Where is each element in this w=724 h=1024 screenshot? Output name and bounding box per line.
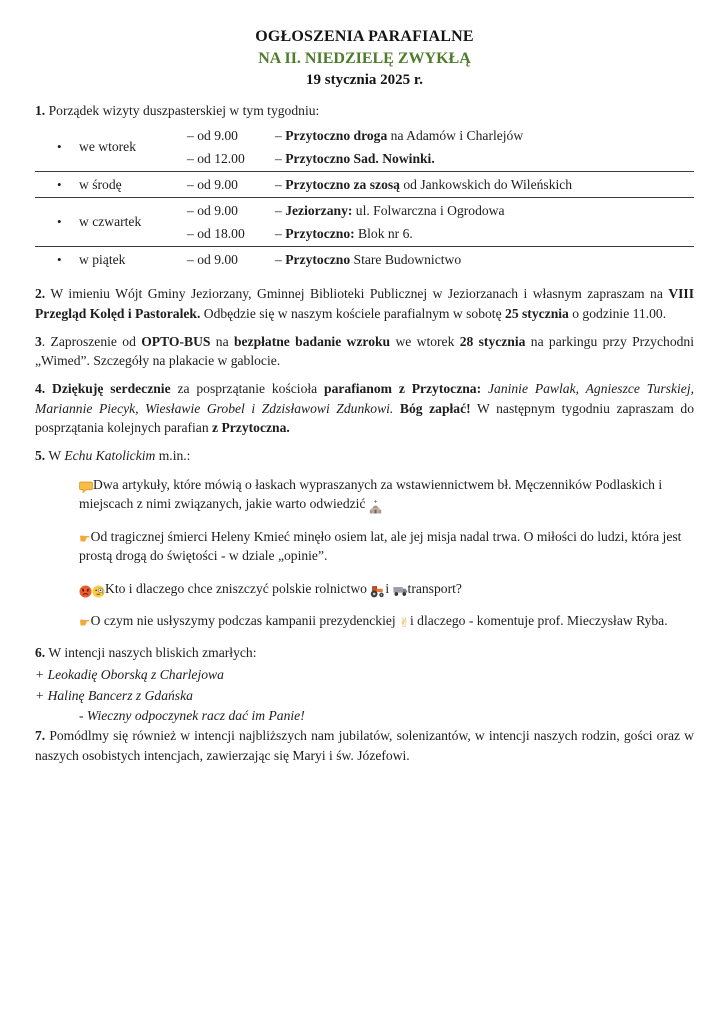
bullet-point: • — [57, 139, 62, 155]
schedule-time: – od 9.00 — [187, 176, 238, 192]
text-run: Stare Budownictwo — [350, 251, 462, 267]
text-run: Pomódlmy się również w intencji najbliższych nam jubilatów, solenizantów, w intencji naszych rodzin, gości oraz w naszych osobistych intencjach, zawierzając się Maryi i św. Józefowi. — [35, 728, 694, 763]
schedule-line — [187, 199, 694, 222]
text-run: Dwa artykuły, które mówią o łaskach wypraszanych za wstawiennictwem bł. Męczenników Podlaskich i miejscach z nimi związanych, jakie warto odwiedzić — [79, 476, 663, 512]
text-run: W następnym tygodniu zapraszam do posprzątania kolejnych parafian — [35, 400, 694, 436]
text-run: O czym nie usłyszymy podczas kampanii prezydenckiej — [90, 612, 400, 628]
monocle-face-icon — [92, 584, 105, 598]
truck-icon — [393, 584, 408, 598]
schedule-line — [187, 124, 694, 147]
schedule-day-cell — [35, 199, 187, 245]
text-run: Porządek wizyty duszpasterskiej w tym tygodniu: — [45, 103, 320, 118]
text-run: + Leokadię Oborską z Charlejowa — [35, 667, 224, 683]
text-run: Janinie Pawlak, Agnieszce Turskiej, Mariannie Piecyk, Wiesławie Grobel i Zdzisławowi Zdunkowi. — [35, 381, 694, 416]
text-run: W imieniu Wójt Gminy Jeziorzany, Gminnej Biblioteki Publicznej w Jeziorzanach i własnym zapraszam na — [45, 286, 669, 302]
page-subtitle: NA II. NIEDZIELĘ ZWYKŁĄ — [258, 50, 471, 67]
text-run — [481, 381, 488, 396]
text-run: W — [45, 448, 65, 464]
visit-schedule-table — [35, 123, 694, 272]
item-3-opto-bus — [35, 332, 694, 371]
text-run: 1. — [35, 103, 46, 118]
text-run: – — [275, 202, 286, 218]
speech-balloon-icon — [79, 480, 93, 494]
text-run: i dlaczego - komentuje prof. Mieczysław Ryba. — [409, 612, 668, 628]
schedule-day-label: w czwartek — [79, 214, 142, 230]
text-run: Przytoczno za szosą — [285, 176, 400, 192]
text-run: 3 — [35, 333, 42, 349]
schedule-lines — [187, 173, 694, 196]
schedule-time: – od 12.00 — [187, 150, 245, 166]
text-run: i — [385, 580, 393, 596]
text-run: 28 stycznia — [459, 333, 526, 349]
schedule-day-label: w piątek — [79, 251, 126, 267]
item-5-echo-heading — [35, 446, 694, 465]
text-run: za posprzątanie kościoła — [170, 381, 325, 397]
schedule-lines — [187, 248, 694, 271]
text-run: na — [210, 333, 234, 349]
schedule-row — [35, 197, 694, 246]
item-4-podziekowania — [35, 379, 694, 437]
text-run: Przytoczno droga — [285, 127, 388, 143]
schedule-time: – od 9.00 — [187, 127, 238, 143]
text-run: . Zaproszenie od — [41, 333, 142, 349]
document-body — [35, 101, 694, 765]
text-run: Od tragicznej śmierci Heleny Kmieć minęło osiem lat, ale jej misja nadal trwa. O miłości do ludzi, która jest prostą drogą do świętości - w dziale „opinie”. — [79, 528, 682, 564]
schedule-place — [275, 177, 694, 193]
text-run: od Jankowskich do Wileńskich — [399, 176, 573, 192]
angry-face-icon — [79, 584, 92, 598]
memorial-closing — [79, 706, 694, 725]
schedule-day-cell — [35, 124, 187, 170]
text-run: Jeziorzany: — [285, 202, 353, 218]
schedule-time: – od 9.00 — [187, 251, 238, 267]
text-run: VIII Przegląd Kolęd i Pastoralek. — [35, 286, 694, 321]
text-run: Bóg zapłać! — [399, 400, 471, 416]
text-run: Przytoczno — [285, 251, 351, 267]
text-run: 2. — [35, 286, 46, 302]
text-run: – — [275, 150, 286, 166]
schedule-row — [35, 246, 694, 272]
text-run: transport? — [407, 580, 462, 596]
schedule-day-label: we wtorek — [79, 139, 136, 155]
memorial-line-2 — [35, 686, 694, 705]
schedule-time: – od 9.00 — [187, 202, 238, 218]
echo-bullet-1 — [79, 475, 694, 514]
pointing-hand-icon: ☛ — [79, 615, 91, 631]
memorial-line-1 — [35, 665, 694, 684]
schedule-day-cell — [35, 173, 187, 196]
text-run: o godzinie 11.00. — [568, 305, 667, 321]
text-run: + Halinę Bancerz z Gdańska — [35, 687, 193, 703]
schedule-row — [35, 123, 694, 171]
item-7-prayer — [35, 726, 694, 765]
church-icon — [369, 499, 382, 514]
bullet-point: • — [57, 251, 62, 267]
echo-bullet-2 — [79, 527, 694, 566]
text-run — [393, 401, 400, 416]
item-2-przeglad-koled — [35, 284, 694, 323]
schedule-day-cell — [35, 248, 187, 271]
schedule-place — [275, 151, 694, 167]
tractor-icon — [370, 584, 385, 598]
text-run: Odbędzie się w naszym kościele parafialnym w sobotę — [200, 305, 506, 321]
text-run: 6. — [35, 645, 46, 661]
schedule-line — [187, 147, 694, 170]
victory-hand-icon: ✌ — [399, 615, 410, 631]
schedule-place — [275, 128, 694, 144]
text-run: 5. — [35, 448, 46, 464]
item-6-heading — [35, 643, 694, 662]
text-run: – — [275, 225, 286, 241]
text-run: Blok nr 6. — [354, 225, 413, 241]
schedule-line — [187, 248, 694, 271]
schedule-line — [187, 222, 694, 245]
item-1-intro — [35, 101, 694, 120]
schedule-time: – od 18.00 — [187, 225, 245, 241]
text-run: ul. Folwarczna i Ogrodowa — [352, 202, 505, 218]
text-run: 4. Dziękuję serdecznie — [35, 381, 171, 397]
text-run: na Adamów i Charlejów — [387, 127, 524, 143]
schedule-place — [275, 252, 694, 268]
text-run: we wtorek — [390, 333, 460, 349]
schedule-place — [275, 203, 694, 219]
text-run: - Wieczny odpoczynek racz dać im Panie! — [79, 708, 305, 724]
bullet-point: • — [57, 176, 62, 192]
schedule-row — [35, 171, 694, 197]
text-run: – — [275, 251, 286, 267]
schedule-line — [187, 173, 694, 196]
text-run: na parkingu przy Przychodni „Wimed”. Szczegóły na plakacie w gablocie. — [35, 333, 694, 369]
echo-bullet-3 — [79, 579, 694, 598]
text-run: Przytoczno: — [285, 225, 355, 241]
text-run: Echu Katolickim — [64, 448, 156, 464]
text-run: parafianom z Przytoczna: — [324, 381, 482, 397]
page-title: OGŁOSZENIA PARAFIALNE — [255, 28, 474, 45]
text-run: OPTO-BUS — [141, 333, 211, 349]
text-run: 25 stycznia — [505, 305, 569, 321]
text-run: z Przytoczna. — [212, 420, 290, 436]
pointing-hand-icon: ☛ — [79, 531, 91, 547]
text-run: – — [275, 176, 286, 192]
schedule-lines — [187, 199, 694, 245]
text-run: bezpłatne badanie wzroku — [233, 333, 391, 349]
text-run: – — [275, 127, 286, 143]
schedule-day-label: w środę — [79, 176, 122, 192]
text-run: m.in.: — [155, 448, 191, 464]
text-run: 7. — [35, 728, 46, 744]
page-date: 19 stycznia 2025 r. — [306, 72, 423, 88]
bullet-point: • — [57, 214, 62, 230]
schedule-place — [275, 226, 694, 242]
text-run: Kto i dlaczego chce zniszczyć polskie rolnictwo — [105, 580, 371, 596]
text-run: W intencji naszych bliskich zmarłych: — [45, 645, 257, 661]
text-run: Przytoczno Sad. Nowinki. — [285, 150, 435, 166]
schedule-lines — [187, 124, 694, 170]
echo-bullet-4 — [79, 611, 694, 630]
